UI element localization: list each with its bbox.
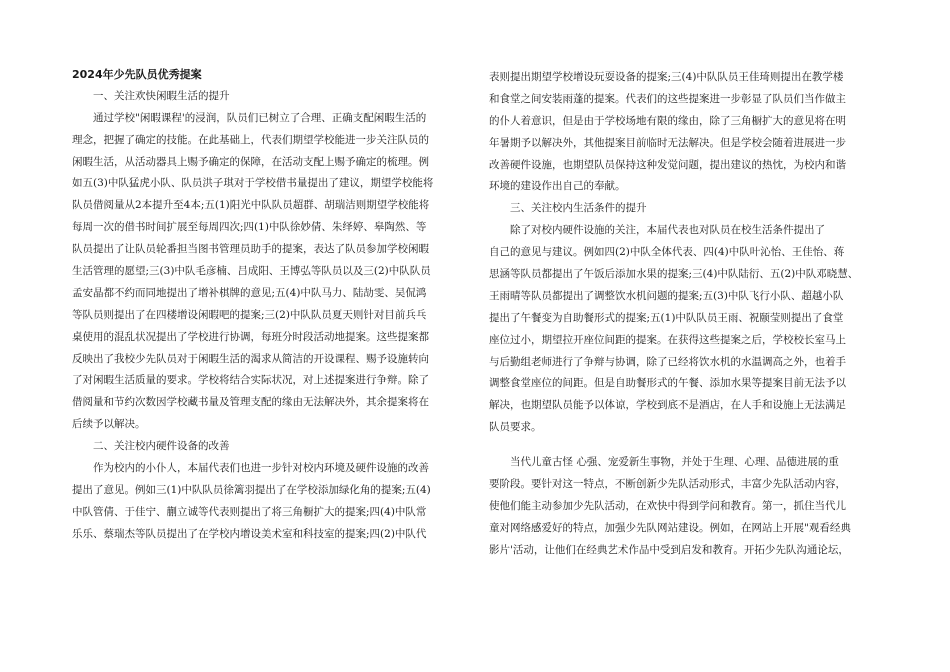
- paragraph-line: 了对闲暇生活质量的要求。学校将结合实际状况，对上述提案进行争辩。除了: [72, 374, 429, 387]
- paragraph-line: 解决，也期望队员能予以体谅，学校到底不是酒店，在人手和设施上无法满足: [489, 399, 846, 412]
- paragraph-line: 年暑期予以解决外，其他提案目前临时无法解决。但是学校会随着进展进一步: [489, 136, 846, 149]
- paragraph-line: 队员提出了让队员轮番担当图书管理员助手的提案，表达了队员参加学校闲暇: [72, 243, 429, 256]
- paragraph-line: 影片'活动，让他们在经典艺术作品中受到启发和教育。开拓少先队沟通论坛，: [489, 543, 849, 556]
- paragraph-line: 童对网络感爱好的特点，加强少先队网站建设。例如，在网站上开展"观看经典: [489, 521, 851, 534]
- paragraph-line: 孟安晶都不约而同地提出了增补棋牌的意见;五(4)中队马力、陆劼雯、吴侃鸿: [72, 286, 427, 299]
- paragraph-line: 改善硬件设施，也期望队员保持这种发觉问题，提出建议的热忱，为校内和谐: [489, 158, 846, 171]
- paragraph-line: 要阶段。要针对这一特点，不断创新少先队活动形式，丰富少先队活动内容，: [489, 478, 846, 491]
- paragraph-line: 借阅量和节约次数因学校藏书量及管理支配的缘由无法解决外，其余提案将在: [72, 396, 429, 409]
- paragraph-line: 队员要求。: [489, 421, 542, 434]
- right-column: [489, 67, 881, 562]
- paragraph-line: 环境的建设作出自己的奉献。: [489, 180, 626, 193]
- paragraph-line: 反映出了我校少先队员对于闲暇生活的渴求从简洁的开设课程、赐予设施转向: [72, 352, 429, 365]
- paragraph-line: 桌使用的混乱状况提出了学校进行协调，每班分时段活动地提案。这些提案都: [72, 330, 429, 343]
- paragraph-line: 如五(3)中队猛虎小队、队员洪子琪对于学校借书量提出了建议，期望学校能将: [72, 177, 434, 190]
- paragraph-line: 队员借阅量从2本提升至4本;五(1)阳光中队队员超群、胡瑞洁则期望学校能将: [72, 199, 430, 212]
- paragraph-line: 王雨晴等队员都提出了调整饮水机问题的提案;五(3)中队飞行小队、超越小队: [489, 289, 844, 302]
- paragraph-line: 乐乐、蔡瑞杰等队员提出了在学校内增设美术室和科技室的提案;四(2)中队代: [72, 527, 427, 540]
- left-column: [72, 64, 462, 546]
- paragraph-line: 理念，把握了确定的技能。在此基础上，代表们期望学校能进一步关注队员的: [72, 133, 429, 146]
- paragraph-line: 使他们能主动参加少先队活动，在欢快中得到学问和教育。第一，抓住当代儿: [489, 499, 846, 512]
- document-title: 2024年少先队员优秀提案: [72, 68, 202, 81]
- paragraph-line: 闲暇生活，从活动器具上赐予确定的保障，在活动支配上赐予确定的梳理。例: [72, 155, 429, 168]
- section-heading: 一、关注欢快闲暇生活的提升: [93, 89, 230, 102]
- paragraph-line: 提出了意见。例如三(1)中队队员徐篱羽提出了在学校添加绿化角的提案;五(4): [72, 483, 431, 496]
- paragraph-line: 与后勤组老师进行了争辩与协调，除了已经将饮水机的水温调高之外，也着手: [489, 355, 846, 368]
- paragraph-spacer: [489, 439, 881, 452]
- paragraph-line: 和食堂之间安装雨蓬的提案。代表们的这些提案进一步彰显了队员们当作做主: [489, 92, 846, 105]
- section-heading: 三、关注校内生活条件的提升: [510, 202, 647, 215]
- paragraph-first-line: 通过学校"闲暇课程'的浸润，队员们已树立了合理、正确支配闲暇生活的: [93, 111, 427, 124]
- paragraph-line: 表则提出期望学校增设玩耍设备的提案;三(4)中队队员王佳琦则提出在教学楼: [489, 71, 844, 83]
- paragraph-first-line: 作为校内的小仆人，本届代表们也进一步针对校内环境及硬件设施的改善: [93, 462, 429, 475]
- paragraph-line: 的仆人着意识，但是由于学校场地有限的缘由，除了三角橱扩大的意见将在明: [489, 114, 846, 127]
- paragraph-line: 座位过小，期望拉开座位间距的提案。在获得这些提案之后，学校校长室马上: [489, 333, 846, 346]
- section-heading: 二、关注校内硬件设备的改善: [93, 440, 230, 453]
- paragraph-line: 中队管倩、于佳宁、蒯立诚等代表则提出了将三角橱扩大的提案;四(4)中队常: [72, 505, 427, 518]
- paragraph-line: 自己的意见与建议。例如四(2)中队全体代表、四(4)中队叶沁怡、王佳怡、蒋: [489, 246, 845, 259]
- paragraph-line: 后续予以解决。: [72, 418, 146, 431]
- paragraph-line: 思涵等队员都提出了午饭后添加水果的提案;三(4)中队陆衍、五(2)中队邓晓慧、: [489, 268, 859, 281]
- paragraph-line: 每周一次的借书时间扩展至每周四次;四(1)中队徐妙倩、朱绎婷、皋陶然、等: [72, 221, 427, 234]
- paragraph-line: 调整食堂座位的间距。但是自助餐形式的午餐、添加水果等提案目前无法予以: [489, 377, 846, 390]
- paragraph-line: 等队员则提出了在四楼增设闲暇吧的提案;三(2)中队队员夏天则针对目前兵乓: [72, 308, 427, 321]
- paragraph-line: 提出了午餐变为自助餐形式的提案;五(1)中队队员王雨、祝颐莹则提出了食堂: [489, 311, 844, 324]
- paragraph-line: 生活管理的愿望;三(3)中队毛彦楠、吕成阳、王博弘等队员以及三(2)中队队员: [72, 265, 431, 278]
- paragraph-first-line: 除了对校内硬件设施的关注，本届代表也对队员在校生活条件提出了: [510, 224, 825, 237]
- paragraph-first-line: 当代儿童古怪 心强、宠爱新生事物，并处于生理、心理、品德进展的重: [510, 456, 839, 469]
